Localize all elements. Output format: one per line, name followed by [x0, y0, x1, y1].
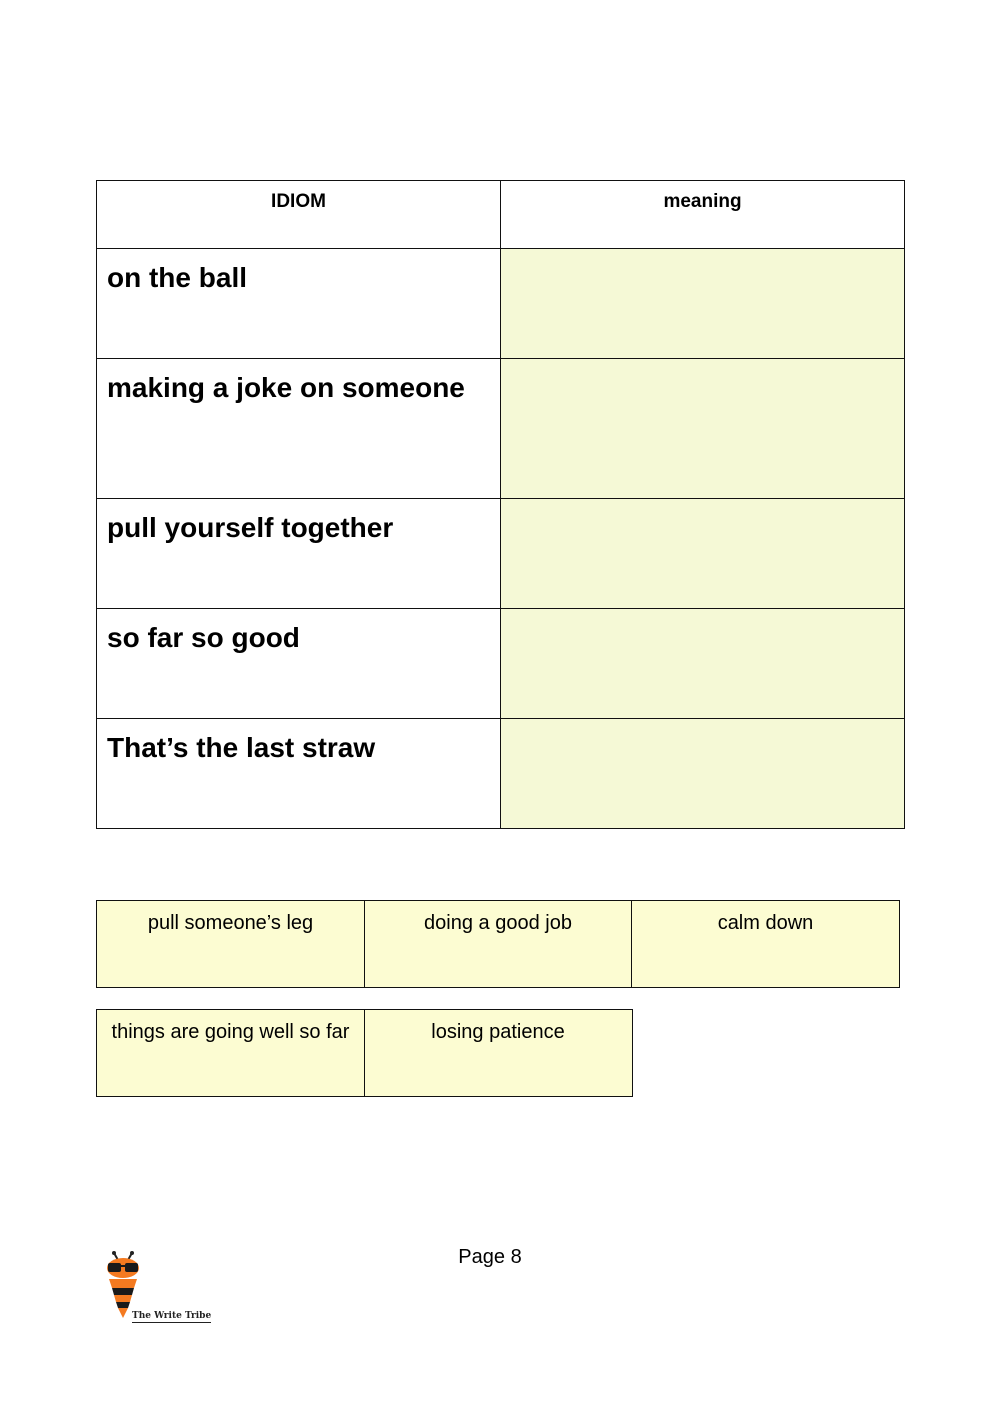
table-row	[97, 249, 905, 359]
idiom-cell: That’s the last straw	[97, 719, 501, 829]
answer-card-row-1	[96, 900, 900, 988]
table-row	[97, 499, 905, 609]
answer-card[interactable]: doing a good job	[364, 900, 633, 988]
meaning-drop-zone[interactable]	[501, 719, 905, 829]
brand-name: The Write Tribe	[132, 1311, 212, 1321]
answer-card[interactable]: calm down	[631, 900, 900, 988]
idiom-cell: pull yourself together	[97, 499, 501, 609]
header-idiom: IDIOM	[97, 181, 501, 249]
table-header-row	[97, 181, 905, 249]
idiom-cell: so far so good	[97, 609, 501, 719]
idiom-cell: on the ball	[97, 249, 501, 359]
meaning-drop-zone[interactable]	[501, 499, 905, 609]
answer-card-row-2	[96, 1009, 633, 1097]
answer-card[interactable]: pull someone’s leg	[96, 900, 365, 988]
meaning-drop-zone[interactable]	[501, 359, 905, 499]
page-number: Page 8	[458, 1246, 522, 1268]
meaning-drop-zone[interactable]	[501, 249, 905, 359]
idiom-cell: making a joke on someone	[97, 359, 501, 499]
table-row	[97, 719, 905, 829]
answer-card[interactable]: things are going well so far	[96, 1009, 365, 1097]
idiom-matching-table	[96, 180, 905, 829]
table-row	[97, 359, 905, 499]
answer-card[interactable]: losing patience	[364, 1009, 633, 1097]
meaning-drop-zone[interactable]	[501, 609, 905, 719]
header-meaning: meaning	[501, 181, 905, 249]
table-row	[97, 609, 905, 719]
